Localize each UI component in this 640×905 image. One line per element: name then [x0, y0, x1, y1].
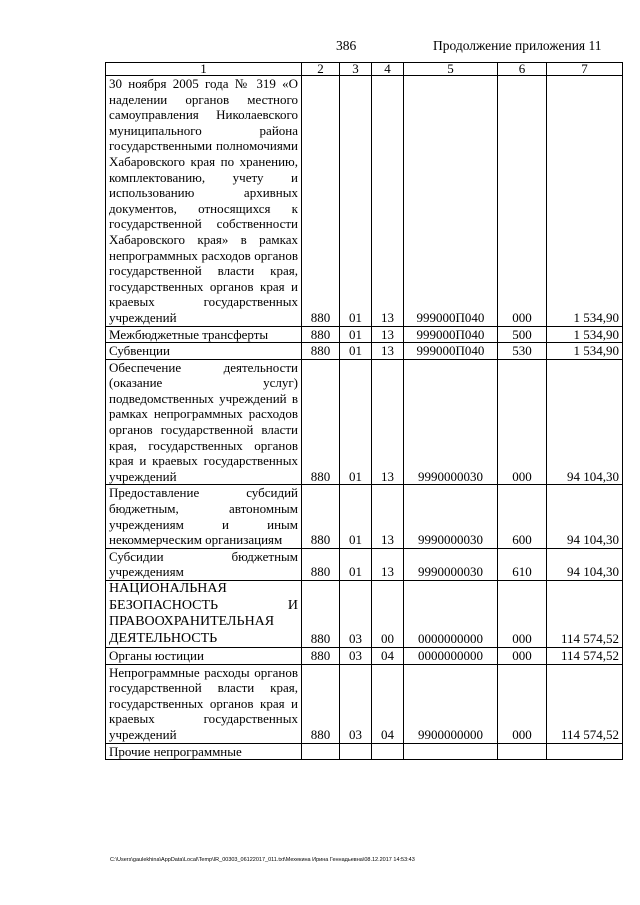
cell-subsection: 04 [372, 648, 404, 665]
cell-admin-code: 880 [302, 581, 340, 648]
row-description: 30 ноября 2005 года № 319 «О наделении органов местного самоуправления Николаевского муниципального района государственными полномочиями Хабаровского края по хранению, комплектованию, учету и использованию архивных документов, относящихся к государственной собственности Хабаровского края» в рамках непрограммных расходов органов государственной власти края, государственных органов края и краевых государственных учреждений [106, 76, 302, 327]
cell-admin-code: 880 [302, 343, 340, 360]
cell-section: 03 [340, 648, 372, 665]
cell-admin-code [302, 743, 340, 760]
row-description: Субсидии бюджетным учреждениям [106, 548, 302, 580]
cell-target-article: 9900000000 [404, 664, 498, 743]
cell-section: 01 [340, 76, 372, 327]
column-number-row [106, 63, 623, 76]
cell-target-article: 9990000030 [404, 548, 498, 580]
cell-section: 01 [340, 326, 372, 343]
cell-admin-code: 880 [302, 359, 340, 485]
table-row [106, 76, 623, 327]
cell-subsection: 00 [372, 581, 404, 648]
cell-target-article: 9990000030 [404, 359, 498, 485]
row-description: Непрограммные расходы органов государственной власти края, государственных органов края и краевых государственных учреждений [106, 664, 302, 743]
table-row [106, 326, 623, 343]
column-number: 6 [498, 63, 547, 76]
row-description: НАЦИОНАЛЬНАЯ БЕЗОПАСНОСТЬ И ПРАВООХРАНИТЕЛЬНАЯ ДЕЯТЕЛЬНОСТЬ [106, 581, 302, 648]
cell-amount: 114 574,52 [547, 581, 623, 648]
cell-target-article: 999000П040 [404, 76, 498, 327]
cell-target-article [404, 743, 498, 760]
table-row [106, 485, 623, 548]
cell-section: 01 [340, 359, 372, 485]
table-row [106, 548, 623, 580]
cell-amount: 1 534,90 [547, 76, 623, 327]
cell-expense-type: 500 [498, 326, 547, 343]
cell-target-article: 999000П040 [404, 343, 498, 360]
cell-amount: 1 534,90 [547, 343, 623, 360]
cell-subsection: 13 [372, 326, 404, 343]
cell-amount: 94 104,30 [547, 359, 623, 485]
cell-admin-code: 880 [302, 648, 340, 665]
row-description: Прочие непрограммные [106, 743, 302, 760]
cell-admin-code: 880 [302, 548, 340, 580]
column-number: 5 [404, 63, 498, 76]
column-number: 1 [106, 63, 302, 76]
cell-amount: 94 104,30 [547, 548, 623, 580]
cell-section: 01 [340, 485, 372, 548]
cell-expense-type: 610 [498, 548, 547, 580]
appendix-continuation-label: Продолжение приложения 11 [433, 38, 602, 53]
column-number: 4 [372, 63, 404, 76]
cell-admin-code: 880 [302, 485, 340, 548]
cell-admin-code: 880 [302, 664, 340, 743]
cell-amount: 1 534,90 [547, 326, 623, 343]
cell-section: 03 [340, 664, 372, 743]
table-row [106, 343, 623, 360]
column-number: 7 [547, 63, 623, 76]
cell-subsection: 04 [372, 664, 404, 743]
row-description: Субвенции [106, 343, 302, 360]
row-description: Обеспечение деятельности (оказание услуг) подведомственных учреждений в рамках непрограммных расходов органов государственной власти края, государственных органов края и краевых государственных учреждений [106, 359, 302, 485]
table-row [106, 648, 623, 665]
cell-subsection: 13 [372, 485, 404, 548]
cell-subsection [372, 743, 404, 760]
cell-target-article: 9990000030 [404, 485, 498, 548]
cell-subsection: 13 [372, 359, 404, 485]
row-description: Межбюджетные трансферты [106, 326, 302, 343]
cell-amount: 114 574,52 [547, 648, 623, 665]
cell-section [340, 743, 372, 760]
page-number: 386 [336, 38, 357, 53]
budget-table [105, 62, 623, 760]
cell-target-article: 0000000000 [404, 581, 498, 648]
cell-subsection: 13 [372, 343, 404, 360]
cell-expense-type: 000 [498, 76, 547, 327]
table-row [106, 743, 623, 760]
table-row [106, 581, 623, 648]
cell-section: 03 [340, 581, 372, 648]
cell-admin-code: 880 [302, 326, 340, 343]
cell-subsection: 13 [372, 548, 404, 580]
cell-amount [547, 743, 623, 760]
table-row [106, 664, 623, 743]
cell-amount: 114 574,52 [547, 664, 623, 743]
cell-expense-type: 000 [498, 664, 547, 743]
cell-section: 01 [340, 343, 372, 360]
cell-expense-type [498, 743, 547, 760]
cell-expense-type: 530 [498, 343, 547, 360]
cell-target-article: 0000000000 [404, 648, 498, 665]
table-row [106, 359, 623, 485]
column-number: 3 [340, 63, 372, 76]
cell-subsection: 13 [372, 76, 404, 327]
cell-expense-type: 000 [498, 581, 547, 648]
cell-amount: 94 104,30 [547, 485, 623, 548]
column-number: 2 [302, 63, 340, 76]
row-description: Предоставление субсидий бюджетным, автономным учреждениям и иным некоммерческим организациям [106, 485, 302, 548]
file-path-footer: C:\Users\gaulekhina\AppData\Local\Temp\IR_00303_06122017_011.txt\Мехекина Ирина Геннадьевна\08.12.2017 14:53:43 [110, 857, 415, 863]
cell-admin-code: 880 [302, 76, 340, 327]
cell-section: 01 [340, 548, 372, 580]
cell-expense-type: 600 [498, 485, 547, 548]
cell-expense-type: 000 [498, 359, 547, 485]
cell-target-article: 999000П040 [404, 326, 498, 343]
row-description: Органы юстиции [106, 648, 302, 665]
cell-expense-type: 000 [498, 648, 547, 665]
